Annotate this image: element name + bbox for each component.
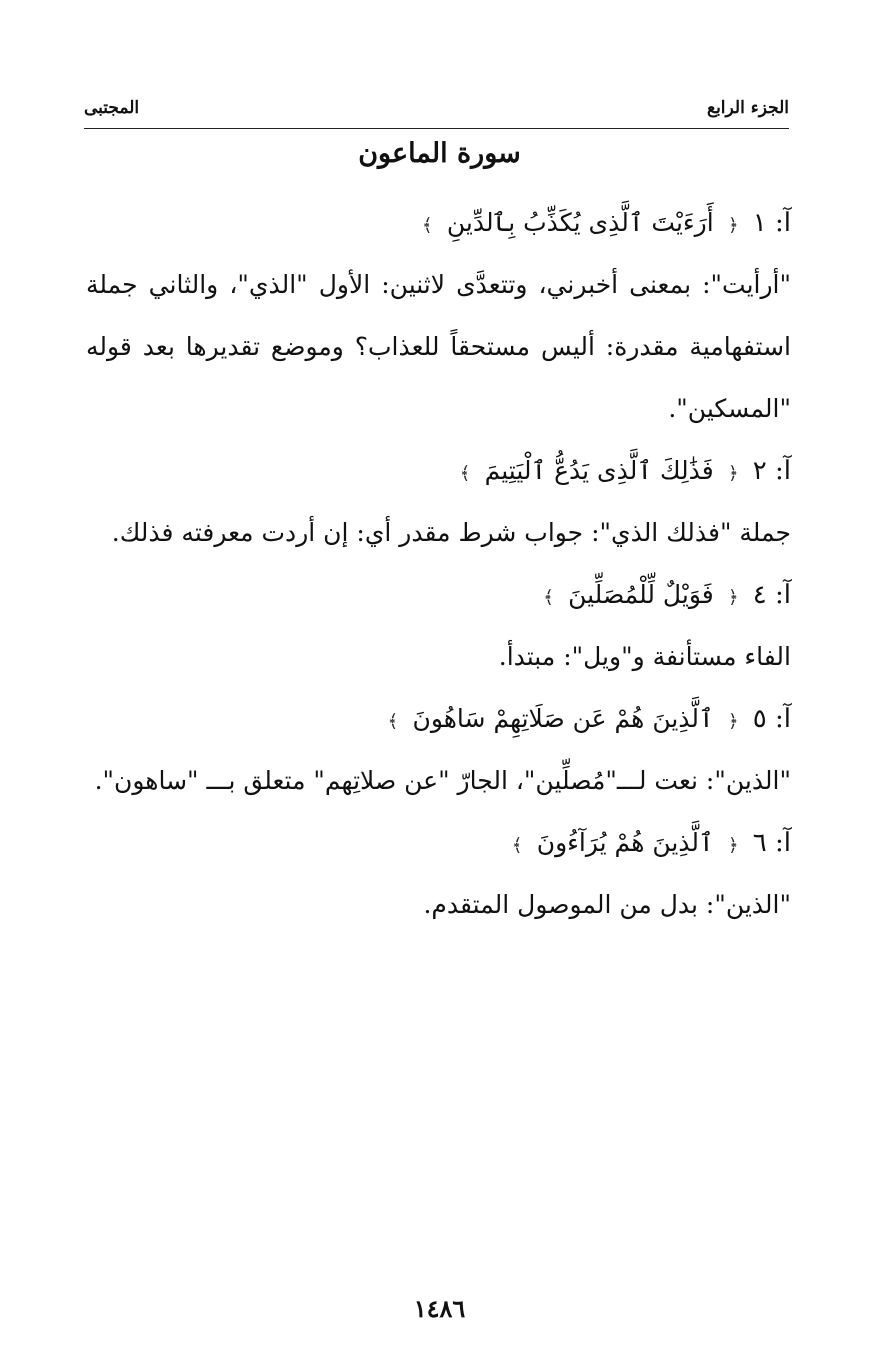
ornament-open-icon: ﴿	[727, 215, 739, 236]
verse-number: آ: ٢	[752, 456, 791, 486]
commentary-paragraph: الفاء مستأنفة و"ويل": مبتدأ.	[498, 642, 791, 671]
verse-number: آ: ٤	[752, 580, 791, 610]
verse-number: آ: ٦	[752, 828, 791, 858]
commentary-paragraph: "الذين": بدل من الموصول المتقدم.	[423, 890, 791, 919]
ornament-close-icon: ﴾	[422, 215, 433, 236]
verse-text: أَرَءَيْتَ ٱلَّذِى يُكَذِّبُ بِٱلدِّينِ	[446, 208, 714, 237]
commentary-paragraph: "الذين": نعت لـــ"مُصلِّين"، الجارّ "عن صلاتِهم" متعلق بـــ "ساهون".	[94, 766, 791, 795]
page-number: ١٤٨٦	[413, 1294, 466, 1323]
verse-2	[86, 440, 791, 502]
verse-4	[86, 564, 791, 626]
verse-5	[86, 688, 791, 750]
verse-number: آ: ١	[752, 208, 791, 238]
ornament-open-icon: ﴿	[727, 463, 739, 484]
verse-text: ٱلَّذِينَ هُمْ عَن صَلَاتِهِمْ سَاهُونَ	[412, 704, 714, 733]
ornament-close-icon: ﴾	[511, 835, 523, 856]
ornament-open-icon: ﴿	[727, 587, 739, 608]
verse-1	[86, 192, 791, 254]
ornament-close-icon: ﴾	[387, 711, 399, 732]
ornament-open-icon: ﴿	[727, 711, 739, 732]
commentary-paragraph: "أرأيت": بمعنى أخبرني، وتتعدَّى لاثنين: الأول "الذي"، والثاني جملة استفهامية مقدرة: أليس مستحقاً للعذاب؟ وموضع تقديرها بعد قوله "المسكين".	[86, 270, 791, 423]
running-header	[84, 96, 789, 129]
verse-6	[86, 812, 791, 874]
verse-number: آ: ٥	[752, 704, 791, 734]
book-title: المجتبى	[84, 98, 140, 118]
ornament-close-icon: ﴾	[543, 587, 554, 608]
verse-text: فَوَيْلٌ لِّلْمُصَلِّينَ	[568, 580, 714, 609]
surah-title: سورة الماعون	[358, 138, 521, 169]
commentary-paragraph: جملة "فذلك الذي": جواب شرط مقدر أي: إن أردت معرفته فذلك.	[111, 518, 791, 547]
page-content	[86, 192, 791, 936]
ornament-close-icon: ﴾	[459, 463, 471, 484]
ornament-open-icon: ﴿	[727, 835, 739, 856]
verse-text: ٱلَّذِينَ هُمْ يُرَآءُونَ	[536, 828, 714, 857]
verse-text: فَذَٰلِكَ ٱلَّذِى يَدُعُّ ٱلْيَتِيمَ	[484, 456, 714, 485]
part-title: الجزء الرابع	[707, 98, 789, 118]
